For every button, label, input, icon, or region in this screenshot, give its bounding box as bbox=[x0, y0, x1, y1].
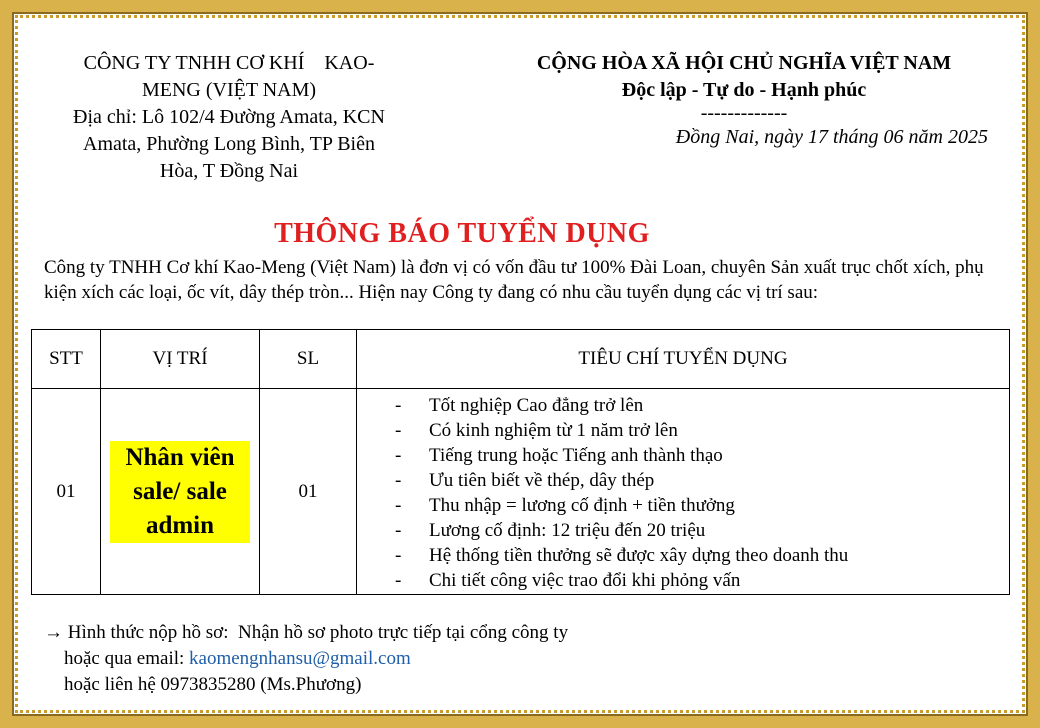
header-quantity: SL bbox=[260, 330, 357, 389]
criteria-item: - Thu nhập = lương cố định + tiền thưởng bbox=[395, 493, 1009, 518]
apply-email-prefix: hoặc qua email: bbox=[64, 648, 190, 669]
application-info bbox=[44, 620, 568, 698]
row-position: Nhân viên sale/ sale admin bbox=[110, 441, 250, 543]
header-divider: ------------- bbox=[700, 102, 788, 124]
notice-title: THÔNG BÁO TUYỂN DỤNG bbox=[274, 218, 650, 249]
national-header bbox=[500, 50, 988, 151]
row-position-cell bbox=[101, 389, 260, 595]
criteria-item: - Ưu tiên biết về thép, dây thép bbox=[395, 468, 1009, 493]
apply-email-line bbox=[44, 646, 568, 672]
email-link[interactable]: kaomengnhansu@gmail.com bbox=[189, 648, 411, 669]
company-name-line1: CÔNG TY TNHH CƠ KHÍ KAO- bbox=[83, 52, 375, 74]
criteria-item: - Hệ thống tiền thưởng sẽ được xây dựng theo doanh thu bbox=[395, 543, 1009, 568]
company-address-line2: Amata, Phường Long Bình, TP Biên bbox=[83, 133, 375, 155]
criteria-item: - Tiếng trung hoặc Tiếng anh thành thạo bbox=[395, 443, 1009, 468]
header-position: VỊ TRÍ bbox=[101, 330, 260, 389]
company-address-line1: Địa chỉ: Lô 102/4 Đường Amata, KCN bbox=[73, 106, 385, 128]
intro-paragraph: Công ty TNHH Cơ khí Kao-Meng (Việt Nam) là đơn vị có vốn đầu tư 100% Đài Loan, chuyên Sản xuất trục chốt xích, phụ kiện xích các loại, ốc vít, dây thép tròn... Hiện nay Công ty đang có nhu cầu tuyển dụng các vị trí sau: bbox=[44, 257, 984, 303]
national-slogan: Độc lập - Tự do - Hạnh phúc bbox=[621, 79, 867, 101]
company-header bbox=[44, 50, 414, 185]
header-criteria: TIÊU CHÍ TUYỂN DỤNG bbox=[357, 330, 1010, 389]
company-address-line3: Hòa, T Đồng Nai bbox=[159, 160, 299, 182]
criteria-item: - Chi tiết công việc trao đổi khi phỏng vấn bbox=[395, 568, 1009, 593]
criteria-list bbox=[395, 393, 1009, 593]
criteria-item: - Có kinh nghiệm từ 1 năm trở lên bbox=[395, 418, 1009, 443]
issue-date: Đồng Nai, ngày 17 tháng 06 năm 2025 bbox=[675, 126, 988, 148]
national-motto: CỘNG HÒA XÃ HỘI CHỦ NGHĨA VIỆT NAM bbox=[536, 52, 952, 74]
apply-phone-line: hoặc liên hệ 0973835280 (Ms.Phương) bbox=[64, 674, 362, 695]
apply-method bbox=[44, 620, 568, 646]
row-criteria bbox=[357, 389, 1010, 595]
apply-method-text: Hình thức nộp hồ sơ: Nhận hồ sơ photo trực tiếp tại cổng công ty bbox=[63, 622, 569, 643]
criteria-item: - Lương cố định: 12 triệu đến 20 triệu bbox=[395, 518, 1009, 543]
row-quantity: 01 bbox=[260, 389, 357, 595]
positions-table bbox=[31, 329, 1010, 595]
arrow-right-icon: → bbox=[44, 622, 63, 643]
company-name-line2: MENG (VIỆT NAM) bbox=[141, 79, 317, 101]
row-stt: 01 bbox=[32, 389, 101, 595]
table-row bbox=[32, 389, 1010, 595]
header-stt: STT bbox=[32, 330, 101, 389]
criteria-item: - Tốt nghiệp Cao đẳng trở lên bbox=[395, 393, 1009, 418]
table-header-row bbox=[32, 330, 1010, 389]
